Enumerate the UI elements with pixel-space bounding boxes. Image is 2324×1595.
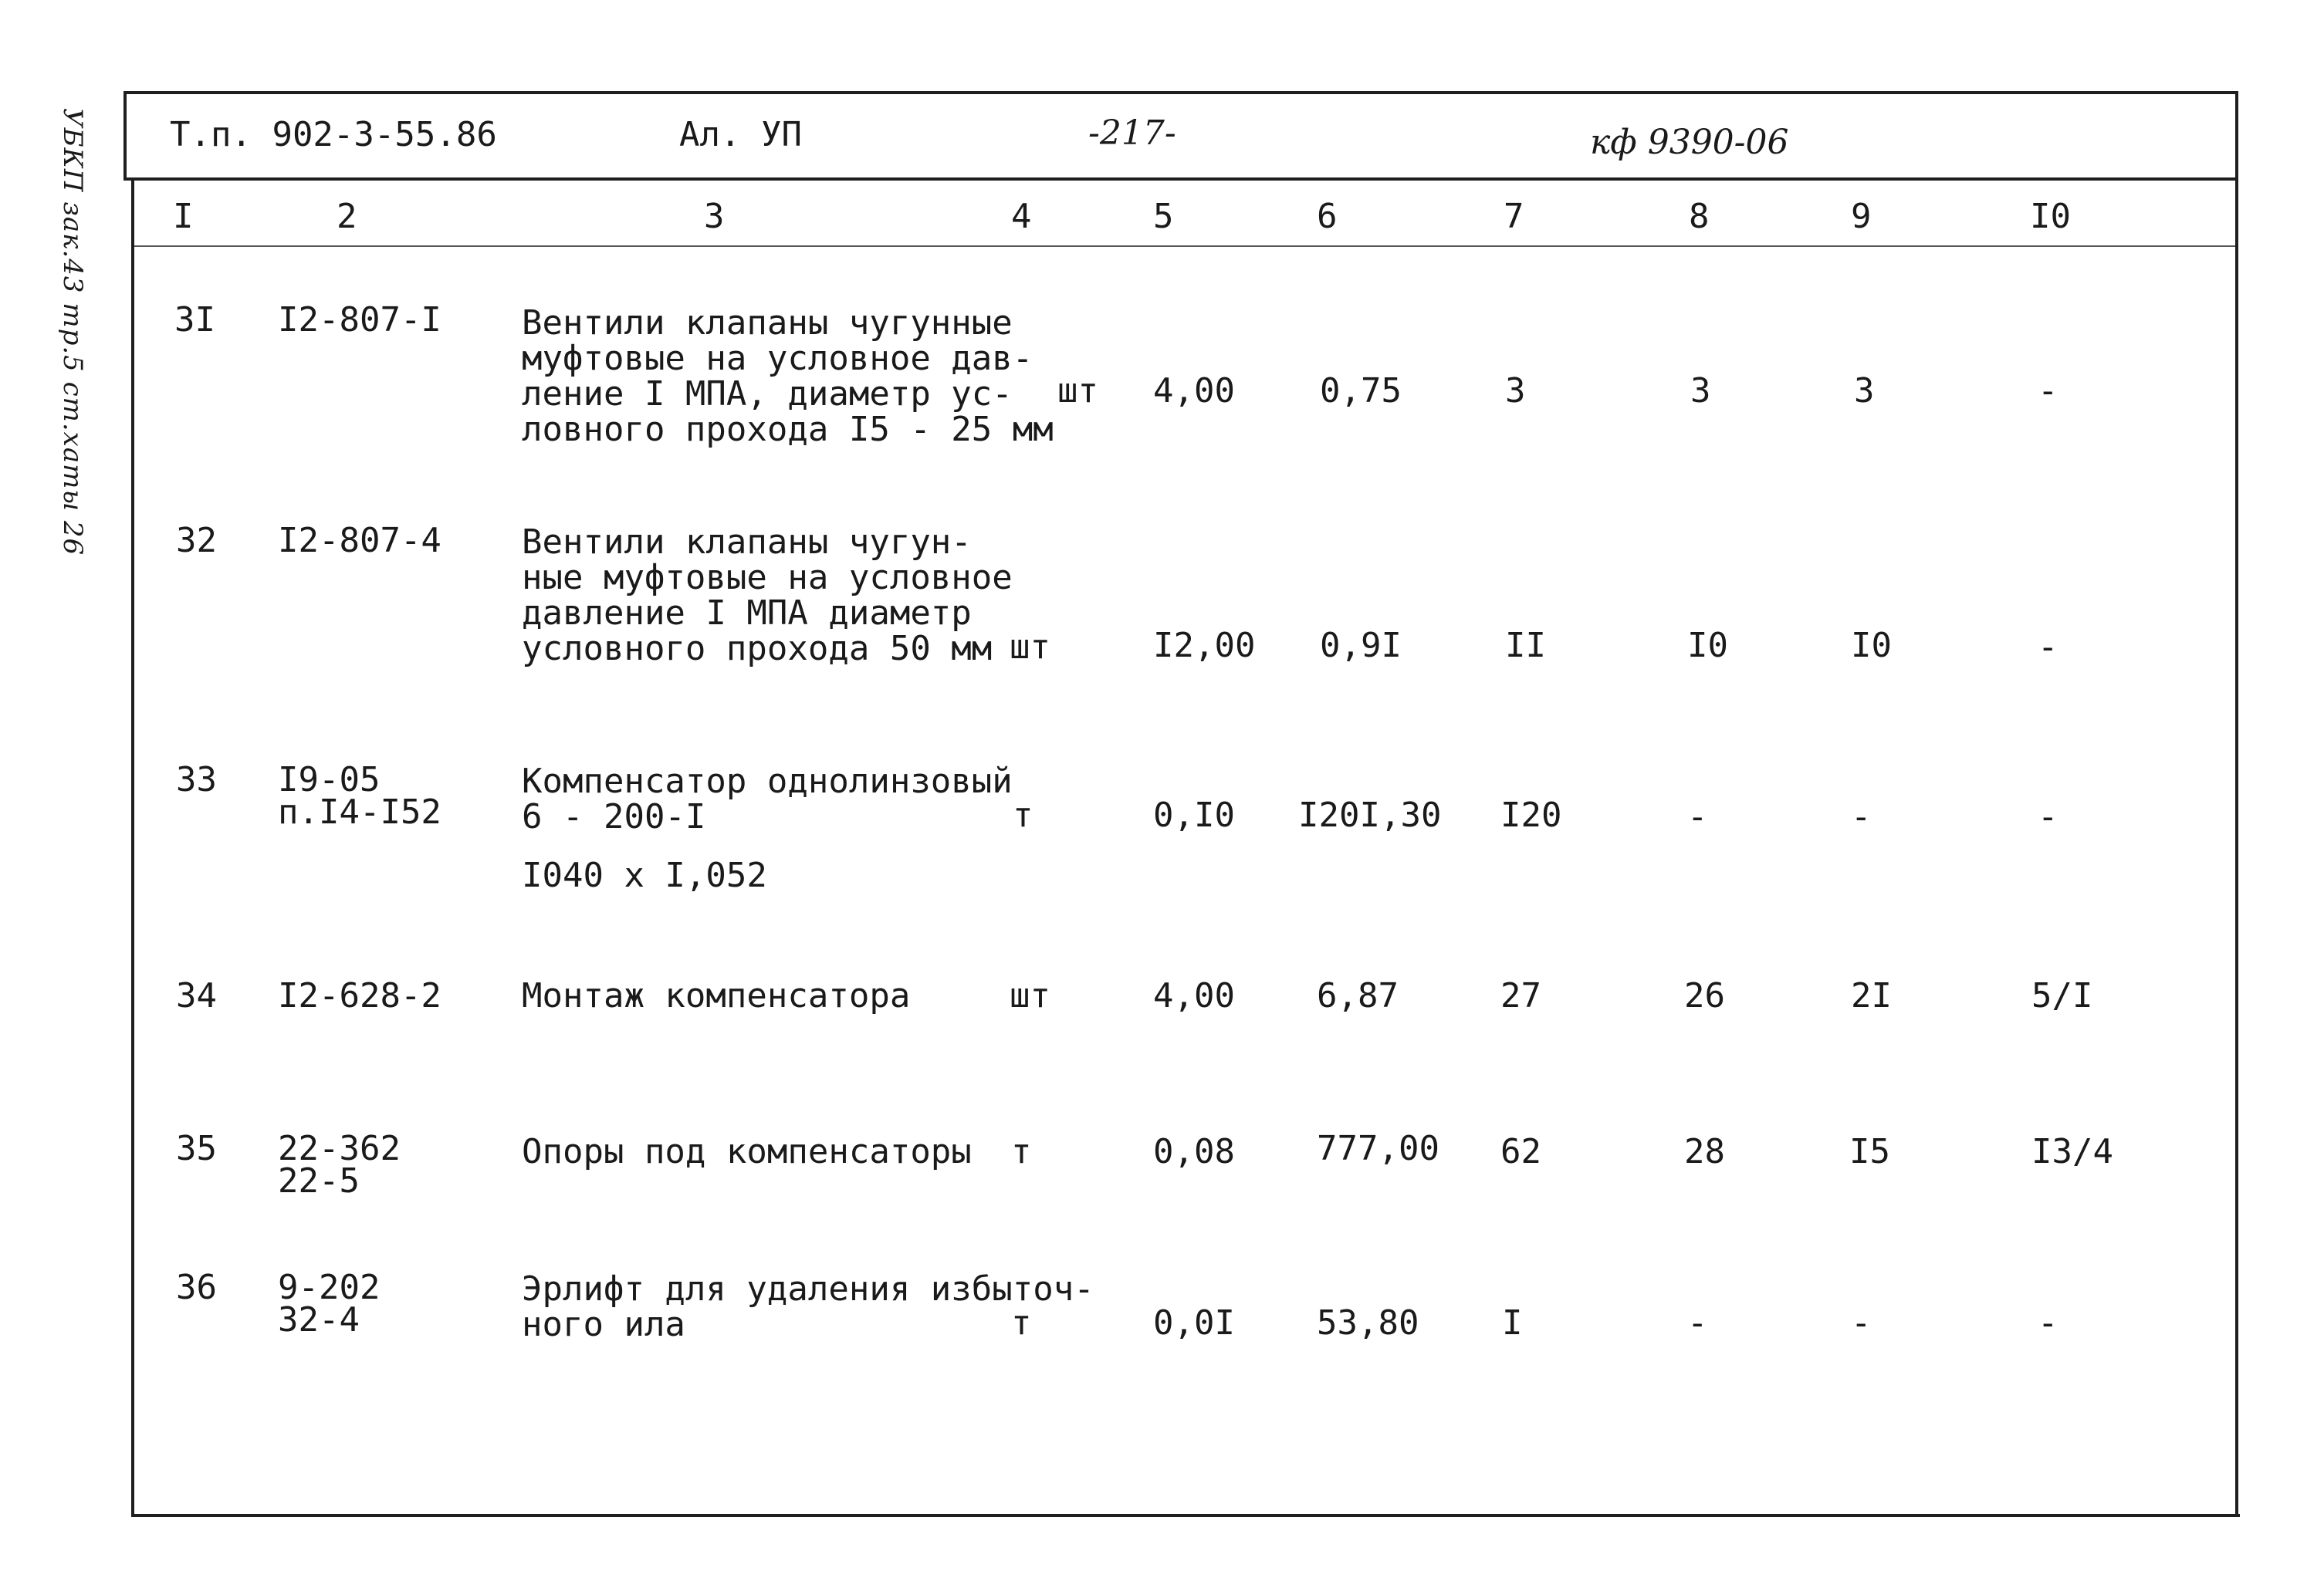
- row-code: 9-202: [278, 1268, 381, 1307]
- row-number: 34: [176, 976, 217, 1015]
- row-unit: т: [1013, 796, 1033, 835]
- row-description-extra: I040 x I,052: [522, 856, 767, 895]
- row-col7: I20: [1500, 796, 1562, 835]
- row-code: 22-362: [278, 1129, 401, 1168]
- header-tp: Т.п. 902-3-55.86: [170, 115, 497, 154]
- row-code: I2-807-I: [278, 300, 441, 340]
- row-col6: 0,75: [1320, 371, 1402, 411]
- column-header: 8: [1689, 197, 1710, 236]
- row-col7: 62: [1500, 1132, 1541, 1171]
- column-header: 9: [1851, 197, 1872, 236]
- row-code: п.I4-I52: [278, 792, 441, 832]
- row-col10: -: [2038, 627, 2058, 667]
- row-col8: I0: [1687, 626, 1728, 665]
- margin-note: УБКП зак.43 тр.5 ст.хаты 26: [57, 108, 88, 556]
- row-col7: 27: [1500, 976, 1541, 1015]
- row-col9: -: [1851, 1303, 1872, 1343]
- row-number: 36: [176, 1268, 217, 1307]
- row-col9: -: [1851, 797, 1872, 836]
- frame-left-body: [131, 177, 134, 1517]
- row-col8: 26: [1684, 976, 1725, 1015]
- row-col6: I20I,30: [1298, 796, 1442, 835]
- row-description: Компенсатор однолинзовый 6 - 200-I: [522, 762, 1013, 836]
- row-number: 3I: [174, 300, 215, 340]
- header-page-number: -217-: [1088, 113, 1176, 153]
- row-col8: 28: [1684, 1132, 1725, 1171]
- column-header: 7: [1504, 197, 1524, 236]
- column-header: 4: [1011, 197, 1032, 236]
- row-col10: I3/4: [2031, 1132, 2113, 1171]
- row-col6: 777,00: [1317, 1129, 1439, 1168]
- column-header: 2: [337, 197, 357, 236]
- row-description: Эрлифт для удаления избыточ- ного ила: [522, 1269, 1094, 1344]
- row-unit: шт: [1010, 976, 1050, 1015]
- row-col9: 3: [1854, 371, 1875, 411]
- frame-columns-rule: [133, 245, 2238, 247]
- row-unit: шт: [1010, 627, 1050, 667]
- row-number: 32: [176, 521, 217, 560]
- row-col8: 3: [1690, 371, 1711, 411]
- row-col8: -: [1687, 797, 1708, 836]
- row-unit: т: [1011, 1303, 1032, 1343]
- row-col6: 0,9I: [1320, 626, 1402, 665]
- row-code: I2-628-2: [278, 976, 441, 1015]
- row-col7: II: [1505, 626, 1546, 665]
- row-code: I2-807-4: [278, 521, 441, 560]
- row-code: 22-5: [278, 1161, 360, 1201]
- row-col10: 5/I: [2031, 976, 2093, 1015]
- row-col9: I0: [1851, 626, 1892, 665]
- frame-top: [123, 91, 2238, 94]
- row-unit: т: [1011, 1132, 1032, 1171]
- row-col5: 0,08: [1153, 1132, 1235, 1171]
- row-col5: 0,I0: [1153, 796, 1235, 835]
- row-col5: 4,00: [1153, 976, 1235, 1015]
- row-col8: -: [1687, 1303, 1708, 1343]
- row-col9: I5: [1849, 1132, 1890, 1171]
- row-col6: 6,87: [1317, 976, 1399, 1015]
- frame-left: [123, 91, 127, 181]
- row-description: Монтаж компенсатора: [522, 976, 911, 1015]
- row-col5: I2,00: [1153, 626, 1256, 665]
- row-number: 33: [176, 760, 217, 799]
- header-code: кф 9390-06: [1590, 123, 1789, 162]
- row-col5: 4,00: [1153, 371, 1235, 411]
- header-album: Ал. УП: [679, 115, 802, 154]
- row-col10: -: [2038, 1303, 2058, 1343]
- row-description: Вентили клапаны чугунные муфтовые на условное дав- ление I МПА, диаметр ус- ловного прохода I5 - 25 мм: [522, 303, 1054, 449]
- column-header: 5: [1153, 197, 1174, 236]
- column-header: 6: [1317, 197, 1338, 236]
- row-col9: 2I: [1851, 976, 1892, 1015]
- column-header: I: [173, 197, 194, 236]
- frame-header-bottom: [127, 177, 2238, 181]
- row-col7: I: [1502, 1303, 1523, 1343]
- row-col10: -: [2038, 371, 2058, 411]
- row-col7: 3: [1505, 371, 1526, 411]
- frame-right: [2235, 91, 2238, 1517]
- row-description: Вентили клапаны чугун- ные муфтовые на условное давление I МПА диаметр условного прохода 50 мм: [522, 522, 1013, 668]
- row-col10: -: [2038, 797, 2058, 836]
- row-code: 32-4: [278, 1300, 360, 1340]
- row-code: I9-05: [278, 760, 381, 799]
- row-col5: 0,0I: [1153, 1303, 1235, 1343]
- row-unit: шт: [1057, 371, 1098, 411]
- row-col6: 53,80: [1317, 1303, 1419, 1343]
- row-description: Опоры под компенсаторы: [522, 1132, 972, 1171]
- frame-bottom: [131, 1514, 2240, 1517]
- column-header: 3: [704, 197, 725, 236]
- row-number: 35: [176, 1129, 217, 1168]
- column-header: I0: [2030, 197, 2071, 236]
